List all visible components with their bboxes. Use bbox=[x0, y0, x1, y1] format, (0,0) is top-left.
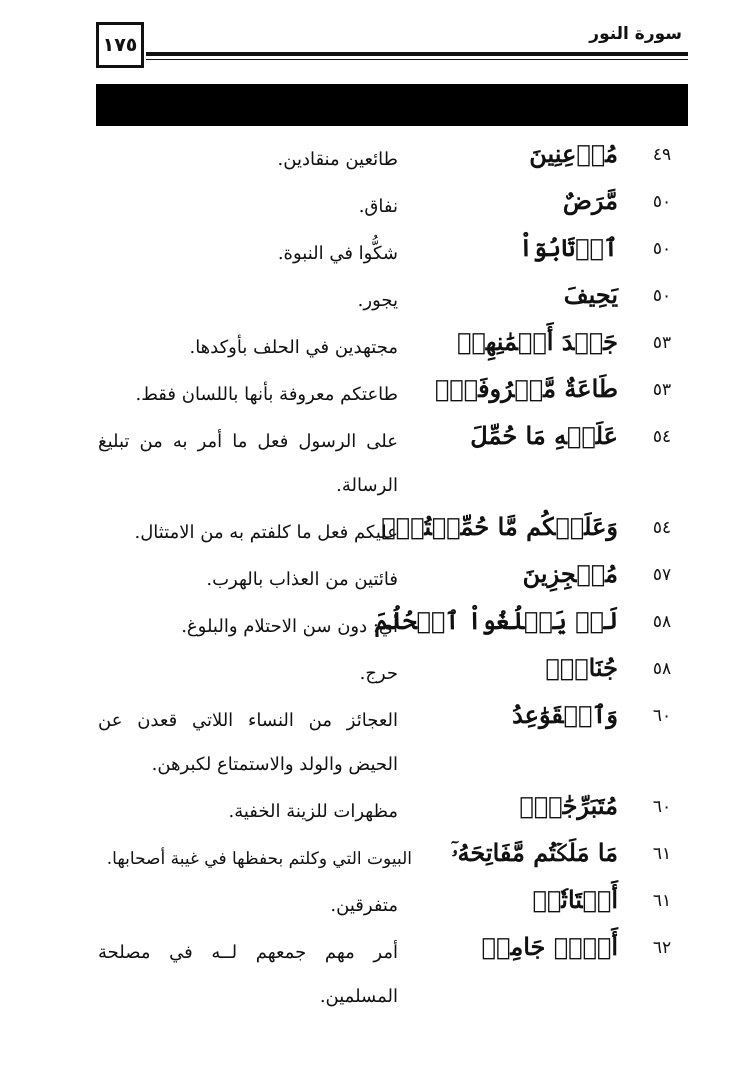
word-meaning: متفرقين. bbox=[330, 895, 398, 916]
glossary-row bbox=[96, 837, 688, 884]
quran-word: مَا مَلَكۡتُم مَّفَاتِحَهُۥٓ bbox=[451, 838, 618, 867]
verse-number: ٥٠ bbox=[652, 192, 672, 212]
word-meaning: أمر مهم جمعهم لــه في مصلحة المسلمين. bbox=[98, 942, 398, 1007]
quran-word: عَلَيۡهِ مَا حُمِّلَ bbox=[470, 421, 618, 450]
word-meaning: أي: دون سن الاحتلام والبلوغ. bbox=[181, 616, 398, 637]
glossary-row bbox=[96, 931, 688, 1007]
quran-word: مُتَبَرِّجَٰتِۭ bbox=[519, 791, 618, 820]
verse-number: ٥٤ bbox=[652, 427, 672, 447]
quran-word: يَحِيفَ bbox=[563, 280, 618, 309]
verse-number: ٦٢ bbox=[652, 938, 672, 958]
verse-number: ٥٨ bbox=[652, 659, 672, 679]
glossary-row bbox=[96, 790, 688, 837]
quran-word: مَّرَضٌ bbox=[562, 186, 618, 215]
verse-number: ٦١ bbox=[652, 891, 672, 911]
word-meaning: العجائز من النساء اللاتي قعدن عن الحيض والولد والاستمتاع لكبرهن. bbox=[98, 710, 398, 775]
glossary-row bbox=[96, 420, 688, 511]
quran-word: أَمۡرٖ جَامِعٖ bbox=[481, 932, 618, 961]
verse-number: ٦٠ bbox=[652, 706, 672, 726]
glossary-row bbox=[96, 605, 688, 652]
verse-number: ٥٠ bbox=[652, 239, 672, 259]
verse-number: ٥٠ bbox=[652, 286, 672, 306]
word-meaning: فائتين من العذاب بالهرب. bbox=[206, 569, 398, 590]
word-meaning: مظهرات للزينة الخفية. bbox=[228, 801, 398, 822]
word-meaning: حرج. bbox=[359, 663, 398, 684]
surah-title: سورة النور bbox=[589, 24, 682, 44]
quran-word: وَٱلۡقَوَٰعِدُ bbox=[512, 700, 618, 729]
glossary-row bbox=[96, 884, 688, 931]
glossary-row bbox=[96, 652, 688, 699]
word-meaning: مجتهدين في الحلف بأوكدها. bbox=[189, 337, 398, 358]
word-meaning: طاعتكم معروفة بأنها باللسان فقط. bbox=[135, 384, 398, 405]
verse-number: ٥٣ bbox=[652, 333, 672, 353]
quran-word: جَهۡدَ أَيۡمَٰنِهِمۡ bbox=[456, 327, 618, 356]
word-meaning: البيوت التي وكلتم بحفظها في غيبة أصحابها. bbox=[106, 849, 412, 869]
verse-number: ٦١ bbox=[652, 844, 672, 864]
glossary-row bbox=[96, 185, 688, 232]
quran-word: لَمۡ يَبۡلُغُواْ ٱلۡحُلُمَ bbox=[374, 606, 618, 635]
quran-word: جُنَاحُۢ bbox=[545, 653, 618, 682]
glossary-table bbox=[96, 138, 688, 1007]
page-header bbox=[96, 22, 688, 74]
verse-number: ٥٧ bbox=[652, 565, 672, 585]
glossary-row bbox=[96, 279, 688, 326]
verse-number: ٦٠ bbox=[652, 797, 672, 817]
header-rule bbox=[146, 52, 688, 56]
quran-word: مُذۡعِنِينَ bbox=[529, 139, 618, 168]
word-meaning: على الرسول فعل ما أمر به من تبليغ الرسالة. bbox=[98, 431, 398, 496]
glossary-row bbox=[96, 373, 688, 420]
word-meaning: شكُّوا في النبوة. bbox=[277, 243, 398, 264]
verse-number: ٥٣ bbox=[652, 380, 672, 400]
verse-number: ٥٤ bbox=[652, 518, 672, 538]
page-number: ١٧٥ bbox=[96, 22, 144, 68]
section-banner bbox=[96, 84, 688, 126]
word-meaning: عليكم فعل ما كلفتم به من الامتثال. bbox=[134, 522, 398, 543]
quran-word: وَعَلَيۡكُم مَّا حُمِّلۡتُمۡۖ bbox=[381, 512, 618, 541]
quran-word: أَشۡتَاتٗاۚ bbox=[532, 885, 618, 914]
quran-word: مُعۡجِزِينَ bbox=[522, 559, 618, 588]
verse-number: ٤٩ bbox=[652, 145, 672, 165]
glossary-row bbox=[96, 511, 688, 558]
glossary-row bbox=[96, 326, 688, 373]
glossary-row bbox=[96, 138, 688, 185]
quran-word: طَاعَةٌ مَّعۡرُوفَةٌۚ bbox=[434, 374, 618, 403]
word-meaning: نفاق. bbox=[358, 196, 398, 217]
header-rule-thin bbox=[146, 59, 688, 60]
quran-word: ٱرۡتَابُوٓاْ bbox=[518, 233, 618, 262]
glossary-row bbox=[96, 232, 688, 279]
glossary-row bbox=[96, 558, 688, 605]
glossary-row bbox=[96, 699, 688, 790]
word-meaning: طائعين منقادين. bbox=[277, 149, 398, 170]
verse-number: ٥٨ bbox=[652, 612, 672, 632]
word-meaning: يجور. bbox=[357, 290, 398, 311]
